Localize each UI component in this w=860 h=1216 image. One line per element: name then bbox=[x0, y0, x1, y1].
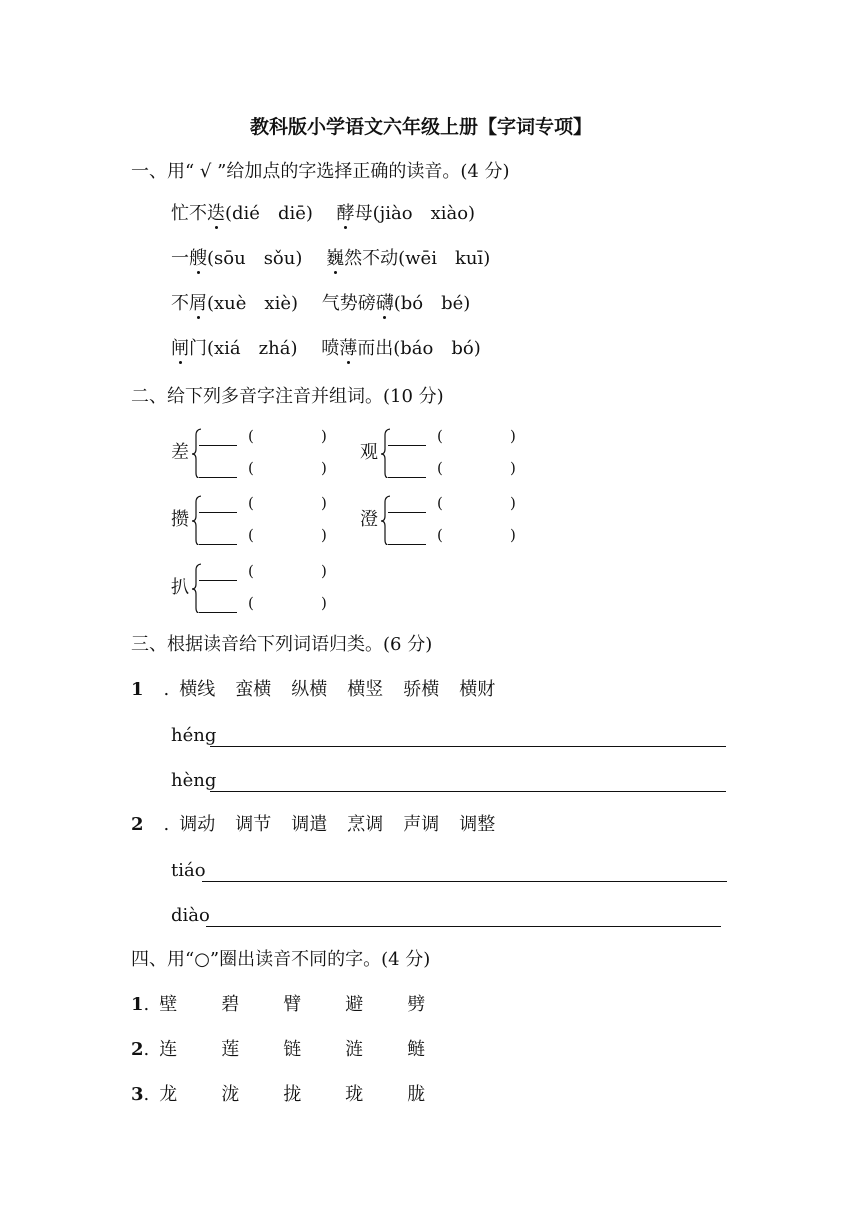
polyphone-char: 澄 bbox=[360, 509, 378, 530]
polyphone-char: 观 bbox=[360, 442, 378, 463]
word-answer-slot[interactable] bbox=[446, 526, 506, 546]
pinyin-answer-line[interactable] bbox=[199, 580, 237, 581]
s3-q2-words: 2 . 调动 调节 调遣 烹调 声调 调整 bbox=[131, 814, 496, 835]
question-number: 2 bbox=[131, 1039, 144, 1060]
question-number: 1 bbox=[131, 994, 144, 1015]
pinyin-answer-line[interactable] bbox=[199, 477, 237, 478]
word: 调整 bbox=[459, 814, 496, 835]
word-paren-open: ( bbox=[248, 459, 254, 477]
word-answer-slot[interactable] bbox=[257, 494, 317, 514]
char[interactable]: 泷 bbox=[221, 1084, 240, 1105]
word-paren-close: ) bbox=[321, 562, 327, 580]
word: 纵横 bbox=[291, 679, 328, 700]
word-paren-close: ) bbox=[321, 427, 327, 445]
dotted-char: 礴 bbox=[375, 293, 394, 314]
word-answer-slot[interactable] bbox=[446, 427, 506, 447]
word-paren-close: ) bbox=[510, 459, 516, 477]
pinyin-answer-line[interactable] bbox=[199, 445, 237, 446]
char[interactable]: 胧 bbox=[407, 1084, 426, 1105]
brace-icon bbox=[191, 563, 201, 613]
pinyin-answer-line[interactable] bbox=[388, 445, 426, 446]
word-paren-close: ) bbox=[321, 594, 327, 612]
s1-row-1 bbox=[171, 205, 475, 223]
word-paren-open: ( bbox=[248, 594, 254, 612]
dotted-char: 薄 bbox=[339, 338, 358, 359]
pinyin-answer-line[interactable] bbox=[388, 544, 426, 545]
dotted-char: 巍 bbox=[326, 248, 345, 269]
section-2-heading: 二、给下列多音字注音并组词。(10 分) bbox=[131, 386, 444, 407]
pinyin-answer-line[interactable] bbox=[199, 512, 237, 513]
brace-icon bbox=[380, 495, 390, 545]
char[interactable]: 避 bbox=[345, 994, 364, 1015]
pinyin-answer-line[interactable] bbox=[199, 612, 237, 613]
word: 声调 bbox=[403, 814, 440, 835]
char[interactable]: 涟 bbox=[345, 1039, 364, 1060]
s1-item: 巍然不动(wēi kuī) bbox=[326, 248, 491, 269]
char[interactable]: 臂 bbox=[283, 994, 302, 1015]
answer-label: héng bbox=[171, 725, 217, 746]
char[interactable]: 鲢 bbox=[407, 1039, 426, 1060]
s1-row-2 bbox=[171, 250, 490, 268]
dotted-char: 屑 bbox=[189, 293, 207, 314]
s1-item: 气势磅礴(bó bé) bbox=[321, 293, 471, 314]
word-paren-open: ( bbox=[248, 562, 254, 580]
section-3-heading: 三、根据读音给下列词语归类。(6 分) bbox=[131, 634, 433, 655]
char[interactable]: 龙 bbox=[159, 1084, 178, 1105]
s3-q1-words: 1 . 横线 蛮横 纵横 横竖 骄横 横财 bbox=[131, 679, 496, 700]
brace-icon bbox=[191, 495, 201, 545]
dotted-char: 艘 bbox=[189, 248, 207, 269]
s1-item: 不屑(xuè xiè) bbox=[171, 293, 299, 314]
s1-item: 忙不迭(dié diē) bbox=[171, 203, 313, 224]
word-paren-close: ) bbox=[321, 494, 327, 512]
word-paren-open: ( bbox=[437, 526, 443, 544]
char[interactable]: 珑 bbox=[345, 1084, 364, 1105]
dotted-char: 酵 bbox=[336, 203, 355, 224]
pinyin-answer-line[interactable] bbox=[388, 512, 426, 513]
word-answer-slot[interactable] bbox=[446, 459, 506, 479]
dotted-char: 迭 bbox=[207, 203, 225, 224]
word: 调遣 bbox=[291, 814, 328, 835]
question-number: 2 bbox=[131, 814, 144, 835]
question-number: 1 bbox=[131, 679, 144, 700]
s1-item: 喷薄而出(báo bó) bbox=[321, 338, 481, 359]
section-1-heading: 一、用“ √ ”给加点的字选择正确的读音。(4 分) bbox=[131, 161, 510, 182]
brace-icon bbox=[380, 428, 390, 478]
word: 蛮横 bbox=[235, 679, 272, 700]
word: 烹调 bbox=[347, 814, 384, 835]
word: 调节 bbox=[235, 814, 272, 835]
char[interactable]: 拢 bbox=[283, 1084, 302, 1105]
char[interactable]: 碧 bbox=[221, 994, 240, 1015]
word-answer-slot[interactable] bbox=[257, 562, 317, 582]
word-answer-slot[interactable] bbox=[257, 427, 317, 447]
answer-line[interactable] bbox=[210, 791, 726, 792]
word-answer-slot[interactable] bbox=[257, 594, 317, 614]
char[interactable]: 连 bbox=[159, 1039, 178, 1060]
answer-label: tiáo bbox=[171, 860, 206, 881]
word-paren-close: ) bbox=[510, 526, 516, 544]
section-4-heading: 四、用“○”圈出读音不同的字。(4 分) bbox=[131, 949, 431, 970]
word: 横线 bbox=[179, 679, 216, 700]
s1-item: 闸门(xiá zhá) bbox=[171, 338, 298, 359]
dotted-char: 闸 bbox=[171, 338, 189, 359]
word-paren-close: ) bbox=[321, 526, 327, 544]
char[interactable]: 莲 bbox=[221, 1039, 240, 1060]
word-answer-slot[interactable] bbox=[446, 494, 506, 514]
pinyin-answer-line[interactable] bbox=[388, 477, 426, 478]
polyphone-char: 差 bbox=[171, 442, 189, 463]
answer-line[interactable] bbox=[206, 926, 721, 927]
word-paren-open: ( bbox=[248, 526, 254, 544]
word-paren-close: ) bbox=[510, 494, 516, 512]
s1-row-3 bbox=[171, 295, 470, 313]
word-paren-close: ) bbox=[321, 459, 327, 477]
pinyin-answer-line[interactable] bbox=[199, 544, 237, 545]
word-paren-open: ( bbox=[248, 427, 254, 445]
s4-row-3: 3. 龙 泷 拢 珑 胧 bbox=[131, 1086, 469, 1104]
word-paren-open: ( bbox=[437, 427, 443, 445]
brace-icon bbox=[191, 428, 201, 478]
s1-item: 一艘(sōu sǒu) bbox=[171, 248, 303, 269]
word-paren-close: ) bbox=[510, 427, 516, 445]
word-answer-slot[interactable] bbox=[257, 459, 317, 479]
s1-item: 酵母(jiào xiào) bbox=[336, 203, 476, 224]
word: 横竖 bbox=[347, 679, 384, 700]
word: 横财 bbox=[459, 679, 496, 700]
s4-row-2: 2. 连 莲 链 涟 鲢 bbox=[131, 1041, 469, 1059]
answer-label: hèng bbox=[171, 770, 217, 791]
question-number: 3 bbox=[131, 1084, 144, 1105]
s1-row-4 bbox=[171, 340, 481, 358]
char[interactable]: 壁 bbox=[159, 994, 178, 1015]
word-paren-open: ( bbox=[437, 494, 443, 512]
word-answer-slot[interactable] bbox=[257, 526, 317, 546]
answer-line[interactable] bbox=[202, 881, 727, 882]
answer-label: diào bbox=[171, 905, 210, 926]
polyphone-char: 攒 bbox=[171, 509, 189, 530]
answer-line[interactable] bbox=[210, 746, 726, 747]
char[interactable]: 链 bbox=[283, 1039, 302, 1060]
char[interactable]: 劈 bbox=[407, 994, 426, 1015]
word: 调动 bbox=[179, 814, 216, 835]
polyphone-char: 扒 bbox=[171, 577, 189, 598]
page-title: 教科版小学语文六年级上册【字词专项】 bbox=[250, 116, 593, 138]
word-paren-open: ( bbox=[248, 494, 254, 512]
s4-row-1: 1. 壁 碧 臂 避 劈 bbox=[131, 996, 469, 1014]
word-paren-open: ( bbox=[437, 459, 443, 477]
word: 骄横 bbox=[403, 679, 440, 700]
